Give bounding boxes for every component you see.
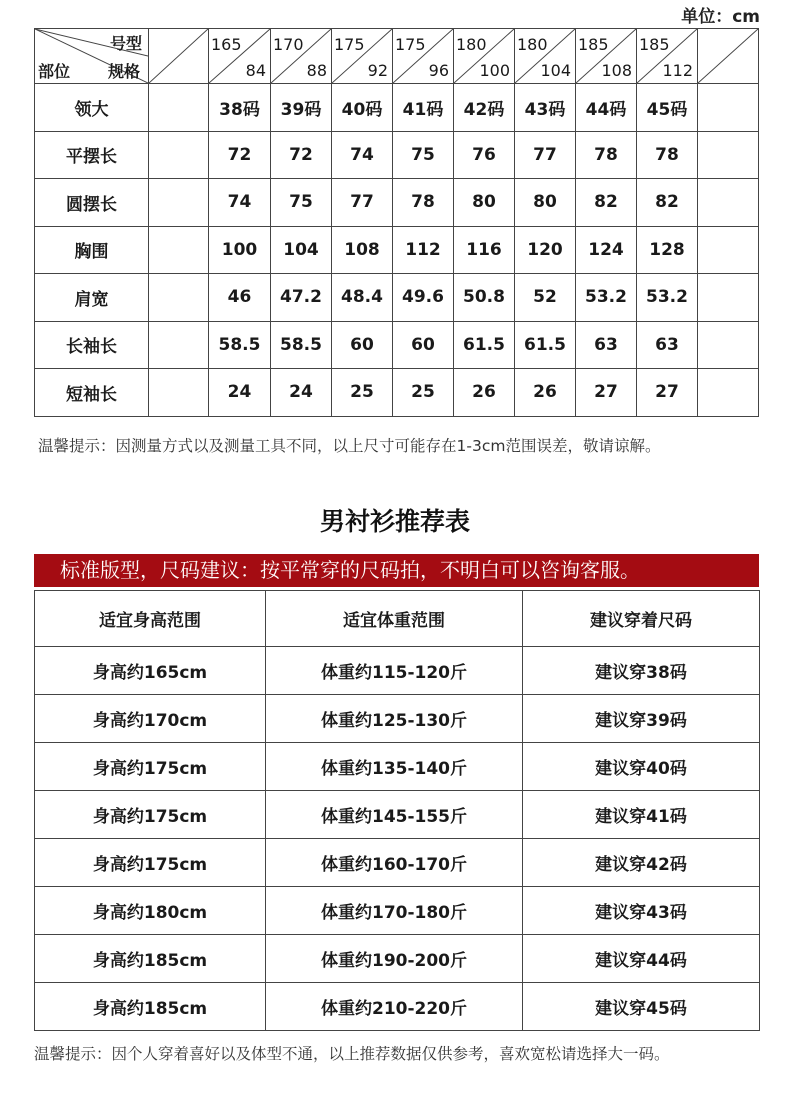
height-range-cell: 身高约175cm: [35, 791, 266, 839]
preference-note: 温馨提示：因个人穿着喜好以及体型不通，以上推荐数据仅供参考，喜欢宽松请选择大一码。: [34, 1045, 670, 1063]
suggested-size-cell: 建议穿42码: [523, 839, 760, 887]
weight-range-cell: 体重约170-180斤: [266, 887, 523, 935]
measurement-value: 53.2: [637, 274, 698, 322]
size-chest: 84: [245, 61, 266, 80]
suggested-size-cell: 建议穿38码: [523, 647, 760, 695]
measurement-label: 短袖长: [35, 369, 149, 417]
size-height: 180: [517, 35, 548, 54]
size-chest: 104: [540, 61, 571, 80]
measurement-value: 82: [576, 179, 637, 227]
corner-label-part: 部位: [38, 62, 71, 81]
size-chart-header-row: [35, 29, 759, 84]
recommendation-table: [34, 590, 760, 1031]
suggested-size-cell: 建议穿39码: [523, 695, 760, 743]
size-chart-row: [35, 84, 759, 132]
size-header-cell: [209, 29, 271, 84]
measurement-value: 61.5: [454, 321, 515, 369]
size-chart-table: [34, 28, 759, 417]
empty-cell: [149, 131, 209, 179]
corner-label-spec: 规格: [107, 62, 140, 81]
size-height: 180: [456, 35, 487, 54]
measurement-value: 80: [515, 179, 576, 227]
size-height: 185: [639, 35, 670, 54]
measurement-value: 27: [576, 369, 637, 417]
empty-cell: [149, 84, 209, 132]
height-range-cell: 身高约175cm: [35, 839, 266, 887]
measurement-label: 领大: [35, 84, 149, 132]
height-range-cell: 身高约175cm: [35, 743, 266, 791]
measurement-value: 25: [393, 369, 454, 417]
height-range-cell: 身高约185cm: [35, 935, 266, 983]
unit-label: 单位：cm: [681, 7, 760, 27]
measurement-value: 47.2: [271, 274, 332, 322]
corner-header-cell: [35, 29, 149, 84]
suggested-size-cell: 建议穿45码: [523, 983, 760, 1031]
measurement-value: 58.5: [209, 321, 271, 369]
measurement-value: 43码: [515, 84, 576, 132]
measurement-value: 24: [271, 369, 332, 417]
weight-range-cell: 体重约125-130斤: [266, 695, 523, 743]
measurement-value: 76: [454, 131, 515, 179]
height-range-cell: 身高约165cm: [35, 647, 266, 695]
measurement-value: 78: [393, 179, 454, 227]
size-chart-row: [35, 369, 759, 417]
measurement-value: 60: [332, 321, 393, 369]
measurement-value: 42码: [454, 84, 515, 132]
measurement-label: 胸围: [35, 226, 149, 274]
empty-header-cell: [149, 29, 209, 84]
measurement-value: 63: [637, 321, 698, 369]
header-weight-range: 适宜体重范围: [266, 591, 523, 647]
measurement-value: 77: [332, 179, 393, 227]
size-header-cell: [271, 29, 332, 84]
measurement-value: 49.6: [393, 274, 454, 322]
measurement-value: 78: [576, 131, 637, 179]
measurement-value: 74: [332, 131, 393, 179]
empty-cell: [698, 226, 759, 274]
height-range-cell: 身高约185cm: [35, 983, 266, 1031]
measurement-value: 75: [393, 131, 454, 179]
measurement-value: 61.5: [515, 321, 576, 369]
size-chart-row: [35, 179, 759, 227]
empty-cell: [698, 179, 759, 227]
recommendation-row: [35, 935, 760, 983]
height-range-cell: 身高约180cm: [35, 887, 266, 935]
recommendation-row: [35, 647, 760, 695]
measurement-value: 39码: [271, 84, 332, 132]
recommendation-row: [35, 695, 760, 743]
recommendation-header-row: [35, 591, 760, 647]
measurement-value: 77: [515, 131, 576, 179]
weight-range-cell: 体重约135-140斤: [266, 743, 523, 791]
measurement-value: 53.2: [576, 274, 637, 322]
weight-range-cell: 体重约145-155斤: [266, 791, 523, 839]
size-chart-row: [35, 321, 759, 369]
header-suggested-size: 建议穿着尺码: [523, 591, 760, 647]
suggested-size-cell: 建议穿41码: [523, 791, 760, 839]
measurement-value: 124: [576, 226, 637, 274]
recommendation-row: [35, 839, 760, 887]
measurement-value: 108: [332, 226, 393, 274]
size-chest: 92: [367, 61, 388, 80]
empty-cell: [698, 131, 759, 179]
measurement-value: 75: [271, 179, 332, 227]
measurement-value: 26: [515, 369, 576, 417]
measurement-value: 50.8: [454, 274, 515, 322]
recommendation-row: [35, 743, 760, 791]
weight-range-cell: 体重约210-220斤: [266, 983, 523, 1031]
weight-range-cell: 体重约115-120斤: [266, 647, 523, 695]
measurement-value: 38码: [209, 84, 271, 132]
measurement-value: 60: [393, 321, 454, 369]
suggested-size-cell: 建议穿44码: [523, 935, 760, 983]
size-header-cell: [393, 29, 454, 84]
measurement-label: 肩宽: [35, 274, 149, 322]
recommendation-row: [35, 791, 760, 839]
weight-range-cell: 体重约190-200斤: [266, 935, 523, 983]
measurement-value: 74: [209, 179, 271, 227]
measurement-value: 112: [393, 226, 454, 274]
measurement-value: 26: [454, 369, 515, 417]
corner-label-size-type: 号型: [109, 34, 142, 53]
size-height: 175: [395, 35, 426, 54]
measurement-value: 72: [271, 131, 332, 179]
measurement-label: 圆摆长: [35, 179, 149, 227]
empty-cell: [698, 274, 759, 322]
empty-cell: [698, 369, 759, 417]
measurement-value: 25: [332, 369, 393, 417]
size-chart-row: [35, 131, 759, 179]
size-header-cell: [576, 29, 637, 84]
fit-advice-banner: 标准版型，尺码建议：按平常穿的尺码拍，不明白可以咨询客服。: [34, 554, 759, 587]
header-height-range: 适宜身高范围: [35, 591, 266, 647]
size-chart-row: [35, 226, 759, 274]
measurement-label: 长袖长: [35, 321, 149, 369]
suggested-size-cell: 建议穿40码: [523, 743, 760, 791]
size-header-cell: [332, 29, 393, 84]
size-header-cell: [515, 29, 576, 84]
measurement-value: 120: [515, 226, 576, 274]
measurement-value: 44码: [576, 84, 637, 132]
empty-header-cell: [698, 29, 759, 84]
weight-range-cell: 体重约160-170斤: [266, 839, 523, 887]
measurement-value: 40码: [332, 84, 393, 132]
size-chest: 96: [428, 61, 449, 80]
size-height: 185: [578, 35, 609, 54]
measurement-value: 72: [209, 131, 271, 179]
size-chest: 88: [306, 61, 327, 80]
height-range-cell: 身高约170cm: [35, 695, 266, 743]
measurement-value: 46: [209, 274, 271, 322]
measurement-value: 45码: [637, 84, 698, 132]
empty-cell: [698, 84, 759, 132]
measurement-value: 24: [209, 369, 271, 417]
size-header-cell: [454, 29, 515, 84]
recommendation-row: [35, 983, 760, 1031]
measurement-value: 82: [637, 179, 698, 227]
empty-cell: [149, 226, 209, 274]
empty-cell: [149, 369, 209, 417]
empty-cell: [149, 321, 209, 369]
measurement-value: 116: [454, 226, 515, 274]
measurement-value: 80: [454, 179, 515, 227]
measurement-value: 41码: [393, 84, 454, 132]
size-height: 170: [273, 35, 304, 54]
measurement-value: 78: [637, 131, 698, 179]
measurement-value: 27: [637, 369, 698, 417]
size-chest: 100: [479, 61, 510, 80]
empty-cell: [149, 274, 209, 322]
measurement-value: 104: [271, 226, 332, 274]
measurement-note: 温馨提示：因测量方式以及测量工具不同，以上尺寸可能存在1-3cm范围误差，敬请谅解。: [38, 437, 661, 455]
recommendation-title: 男衬衫推荐表: [319, 507, 470, 536]
measurement-value: 128: [637, 226, 698, 274]
size-chart-row: [35, 274, 759, 322]
suggested-size-cell: 建议穿43码: [523, 887, 760, 935]
empty-cell: [698, 321, 759, 369]
size-chest: 112: [662, 61, 693, 80]
measurement-value: 100: [209, 226, 271, 274]
empty-cell: [149, 179, 209, 227]
measurement-value: 63: [576, 321, 637, 369]
size-height: 165: [211, 35, 242, 54]
size-height: 175: [334, 35, 365, 54]
measurement-value: 52: [515, 274, 576, 322]
measurement-value: 58.5: [271, 321, 332, 369]
measurement-value: 48.4: [332, 274, 393, 322]
size-header-cell: [637, 29, 698, 84]
measurement-label: 平摆长: [35, 131, 149, 179]
size-chest: 108: [601, 61, 632, 80]
recommendation-row: [35, 887, 760, 935]
